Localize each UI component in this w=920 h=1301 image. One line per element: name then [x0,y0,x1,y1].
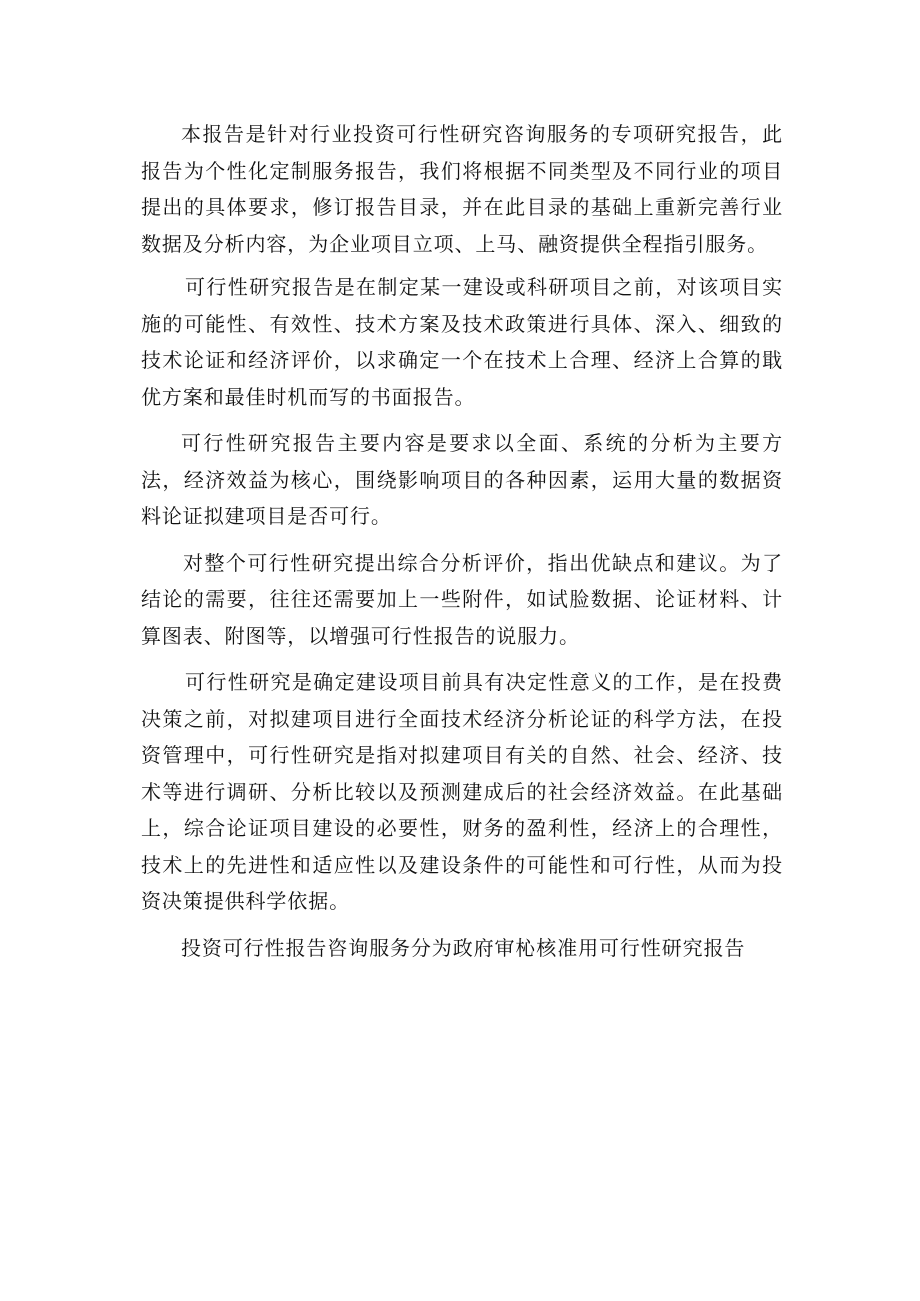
paragraph-main-content: 可行性研究报告主要内容是要求以全面、系统的分析为主要方法，经济效益为核心，围绕影响项目的各种因素，运用大量的数据资料论证拟建项目是否可行。 [141,431,783,528]
paragraph-feasibility-study: 可行性研究是确定建设项目前具有决定性意义的工作，是在投费决策之前，对拟建项目进行全面技术经济分析论证的科学方法，在投资管理中，可行性研究是指对拟建项目有关的自然、社会、经济、技术等进行调研、分析比较以及预测建成后的社会经济效益。在此基础上，综合论证项目建设的必要性，财务的盈利性，经济上的合理性，技术上的先进性和适应性以及建设条件的可能性和可行性，从而为投资决策提供科学依据。 [141,670,783,913]
paragraph-report-intro: 本报告是针对行业投资可行性研究咨询服务的专项研究报告，此报告为个性化定制服务报告，我们将根据不同类型及不同行业的项目提出的具体要求，修订报告目录，并在此目录的基础上重新完善行业数据及分析内容，为企业项目立项、上马、融资提供全程指引服务。 [141,122,783,256]
document-body [141,116,783,966]
paragraph-feasibility-definition: 可行性研究报告是在制定某一建设或科研项目之前，对该项目实施的可能性、有效性、技术方案及技术政策进行具体、深入、细致的技术论证和经济评价，以求确定一个在技术上合理、经济上合算的戢优方案和最佳时机而写的书面报告。 [141,275,783,409]
paragraph-service-types: 投资可行性报告咨询服务分为政府审杺核准用可行性研究报告 [181,935,746,960]
paragraph-evaluation: 对整个可行性研究提出综合分析评价，指出优缺点和建议。为了结论的需要，往往还需要加上一些附件，如试脸数据、论证材料、计算图表、附图等，以增强可行性报告的说服力。 [141,550,783,648]
